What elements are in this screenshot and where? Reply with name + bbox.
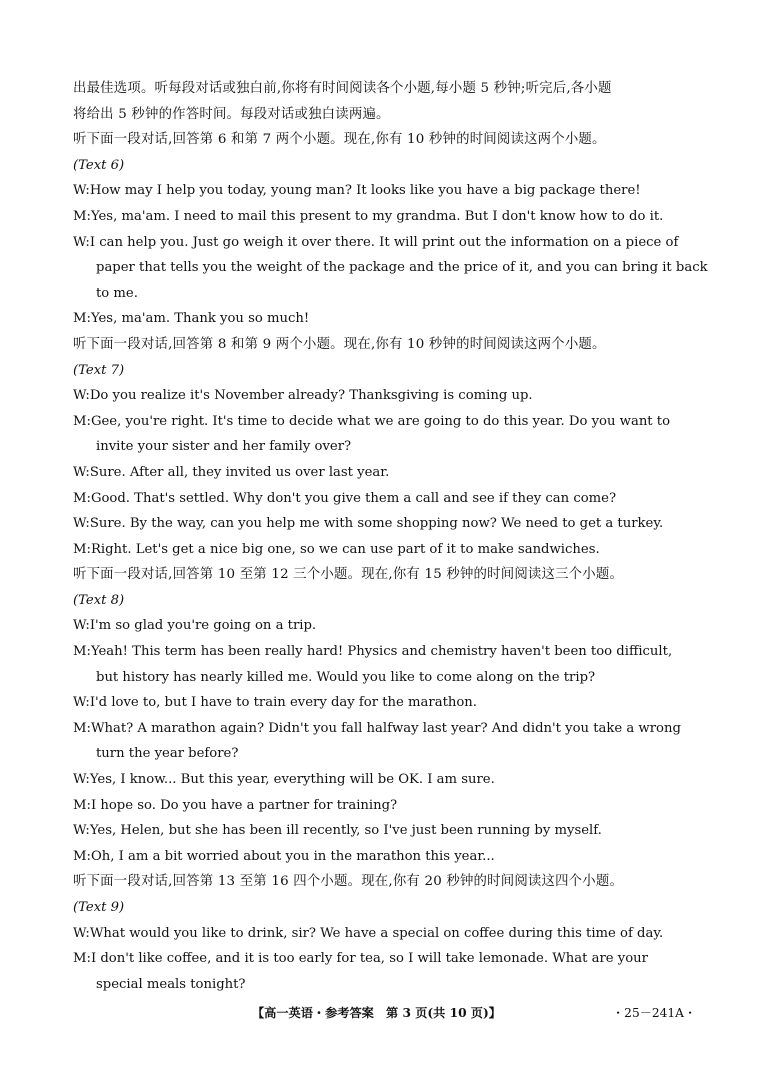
footer-page-info: 【高一英语・参考答案 第 3 页(共 10 页)】 — [252, 1006, 501, 1020]
dialogue-line: M:Oh, I am a bit worried about you in the marathon this year... — [73, 848, 495, 864]
dialogue-line: turn the year before? — [96, 746, 239, 762]
dialogue-line: W:I can help you. Just go weigh it over there. It will print out the information on a piece of — [73, 234, 679, 250]
dialogue-line: W:Yes, I know... But this year, everything will be OK. I am sure. — [73, 772, 495, 788]
dialogue-line: W:Yes, Helen, but she has been ill recently, so I've just been running by myself. — [73, 823, 602, 839]
dialogue-line: W:Do you realize it's November already? Thanksgiving is coming up. — [73, 388, 533, 404]
dialogue-line: invite your sister and her family over? — [96, 439, 352, 455]
instruction-line: 将给出 5 秒钟的作答时间。每段对话或独白读两遍。 — [73, 106, 390, 122]
dialogue-line: M:Yes, ma'am. Thank you so much! — [73, 311, 310, 327]
dialogue-line: W:Sure. After all, they invited us over last year. — [73, 464, 390, 480]
instruction-line: 听下面一段对话,回答第 8 和第 9 两个小题。现在,你有 10 秒钟的时间阅读这两个小题。 — [73, 336, 606, 352]
instruction-line: 听下面一段对话,回答第 10 至第 12 三个小题。现在,你有 15 秒钟的时间阅读这三个小题。 — [73, 567, 624, 583]
document-body — [73, 76, 708, 997]
dialogue-line: M:Gee, you're right. It's time to decide what we are going to do this year. Do you want to — [73, 413, 671, 429]
instruction-line: 听下面一段对话,回答第 13 至第 16 四个小题。现在,你有 20 秒钟的时间阅读这四个小题。 — [73, 874, 624, 890]
instruction-line: 听下面一段对话,回答第 6 和第 7 两个小题。现在,你有 10 秒钟的时间阅读这两个小题。 — [73, 132, 606, 148]
dialogue-line: W:I'd love to, but I have to train every day for the marathon. — [73, 695, 477, 711]
dialogue-line: but history has nearly killed me. Would you like to come along on the trip? — [96, 669, 596, 685]
text-label: (Text 6) — [73, 157, 125, 173]
dialogue-line: to me. — [96, 285, 138, 301]
dialogue-line: M:Yeah! This term has been really hard! Physics and chemistry haven't been too difficult, — [73, 644, 673, 660]
footer-code: ・25－241A・ — [612, 1006, 697, 1020]
dialogue-line: M:Good. That's settled. Why don't you give them a call and see if they can come? — [73, 490, 617, 506]
dialogue-line: paper that tells you the weight of the package and the price of it, and you can bring it back — [96, 260, 708, 276]
text-label: (Text 7) — [73, 362, 125, 378]
dialogue-line: M:Yes, ma'am. I need to mail this present to my grandma. But I don't know how to do it. — [73, 208, 664, 224]
dialogue-line: M:What? A marathon again? Didn't you fall halfway last year? And didn't you take a wrong — [73, 720, 681, 736]
text-label: (Text 8) — [73, 592, 125, 608]
dialogue-line: W:How may I help you today, young man? It looks like you have a big package there! — [73, 183, 641, 199]
dialogue-line: W:I'm so glad you're going on a trip. — [73, 618, 317, 634]
dialogue-line: M:I hope so. Do you have a partner for training? — [73, 797, 398, 813]
dialogue-line: W:Sure. By the way, can you help me with some shopping now? We need to get a turkey. — [73, 516, 664, 532]
instruction-line: 出最佳选项。听每段对话或独白前,你将有时间阅读各个小题,每小题 5 秒钟;听完后,各小题 — [73, 81, 612, 96]
dialogue-line: W:What would you like to drink, sir? We have a special on coffee during this time of day. — [73, 925, 664, 941]
text-label: (Text 9) — [73, 900, 125, 915]
dialogue-line: M:Right. Let's get a nice big one, so we can use part of it to make sandwiches. — [73, 541, 600, 557]
page-footer — [0, 1004, 764, 1026]
dialogue-line: M:I don't like coffee, and it is too early for tea, so I will take lemonade. What are your — [73, 951, 648, 967]
dialogue-line: special meals tonight? — [96, 976, 246, 992]
